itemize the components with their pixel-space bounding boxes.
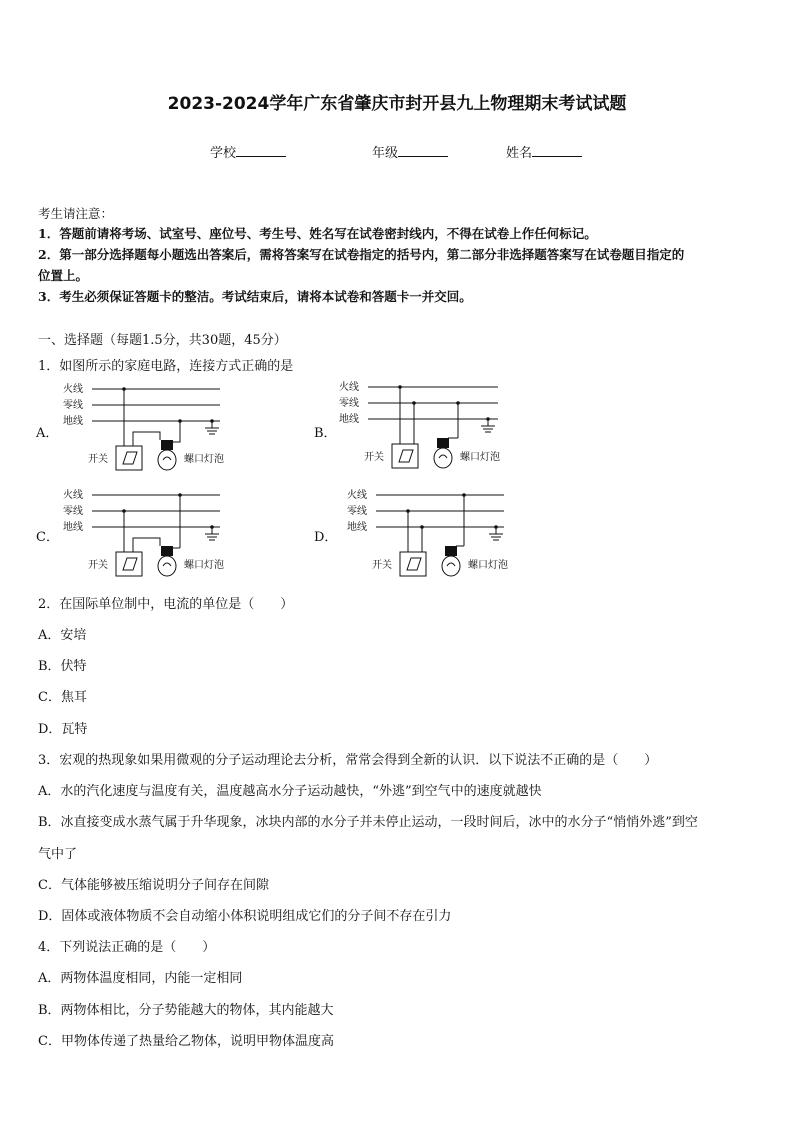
live-wire-label: 火线 [63, 384, 83, 395]
bulb-icon [434, 448, 452, 468]
q3-option-a: A．水的汽化速度与温度有关，温度越高水分子运动越快，“外逃”到空气中的速度就越快 [38, 784, 542, 799]
q2-option-a: A．安培 [38, 628, 87, 643]
switch-box [400, 552, 426, 576]
page-title: 2023-2024学年广东省肇庆市封开县九上物理期末考试试题 [167, 94, 627, 114]
question-4-stem: 4．下列说法正确的是（ ） [38, 940, 216, 955]
question-3-stem: 3．宏观的热现象如果用微观的分子运动理论去分析，常常会得到全新的认识．以下说法不正确的是（ ） [38, 753, 658, 768]
q3-option-c: C．气体能够被压缩说明分子间存在间隙 [38, 878, 269, 893]
q4-option-c: C．甲物体传递了热量给乙物体，说明甲物体温度高 [38, 1034, 334, 1049]
circuit-diagram-b [336, 378, 516, 470]
circuit-diagram-a [60, 380, 240, 472]
switch-label: 开关 [372, 560, 392, 571]
circuit-diagram-d [344, 486, 524, 578]
switch-box [392, 444, 418, 468]
grade-label: 年级 [372, 146, 399, 161]
bulb-icon [158, 556, 176, 576]
q1-option-d-label: D． [314, 530, 338, 545]
q3-option-b-cont: 气中了 [38, 847, 78, 862]
switch-label: 开关 [88, 454, 108, 465]
notice-item-2: 2．第一部分选择题每小题选出答案后，需将答案写在试卷指定的括号内，第二部分非选择题答案写在试卷题目指定的 [38, 247, 685, 262]
bulb-label: 螺口灯泡 [184, 560, 224, 571]
notice-heading: 考生请注意： [38, 206, 114, 221]
live-wire-label: 火线 [347, 490, 367, 501]
bulb-label: 螺口灯泡 [184, 454, 224, 465]
name-field [506, 142, 582, 161]
school-field [210, 142, 286, 161]
q2-option-c: C．焦耳 [38, 690, 87, 705]
q1-option-c-label: C． [36, 530, 59, 545]
switch-box [116, 446, 142, 470]
neutral-wire-label: 零线 [63, 506, 83, 517]
live-wire-label: 火线 [63, 490, 83, 501]
q3-option-d: D．固体或液体物质不会自动缩小体积说明组成它们的分子间不存在引力 [38, 909, 452, 924]
q2-option-b: B．伏特 [38, 659, 87, 674]
grade-blank [398, 145, 448, 157]
switch-box [116, 552, 142, 576]
circuit-diagram-c [60, 486, 240, 578]
switch-label: 开关 [364, 452, 384, 463]
name-blank [532, 145, 582, 157]
live-wire-label: 火线 [339, 382, 359, 393]
question-2-stem: 2．在国际单位制中，电流的单位是（ ） [38, 597, 294, 612]
ground-wire-label: 地线 [339, 414, 359, 425]
ground-wire-label: 地线 [347, 522, 367, 533]
neutral-wire-label: 零线 [339, 398, 359, 409]
q1-option-a-label: A． [36, 426, 59, 441]
q3-option-b: B．冰直接变成水蒸气属于升华现象，冰块内部的水分子并未停止运动，一段时间后，冰中的水分子“悄悄外逃”到空 [38, 815, 698, 830]
neutral-wire-label: 零线 [63, 400, 83, 411]
name-label: 姓名 [506, 146, 533, 161]
q1-option-b-label: B． [314, 426, 337, 441]
notice-item-3: 3．考生必须保证答题卡的整洁。考试结束后，请将本试卷和答题卡一并交回。 [38, 289, 472, 304]
notice-item-2-cont: 位置上。 [38, 268, 89, 283]
bulb-icon [442, 556, 460, 576]
grade-field [372, 142, 448, 161]
school-label: 学校 [210, 146, 237, 161]
neutral-wire-label: 零线 [347, 506, 367, 517]
q2-option-d: D．瓦特 [38, 722, 88, 737]
switch-label: 开关 [88, 560, 108, 571]
bulb-icon [158, 450, 176, 470]
section-title: 一、选择题（每题1.5分，共30题，45分） [38, 333, 287, 348]
ground-wire-label: 地线 [63, 416, 83, 427]
notice-item-1: 1．答题前请将考场、试室号、座位号、考生号、姓名写在试卷密封线内，不得在试卷上作任何标记。 [38, 226, 597, 241]
ground-wire-label: 地线 [63, 522, 83, 533]
question-1-stem: 1．如图所示的家庭电路，连接方式正确的是 [38, 359, 294, 374]
q4-option-a: A．两物体温度相同，内能一定相同 [38, 971, 243, 986]
school-blank [236, 145, 286, 157]
bulb-label: 螺口灯泡 [468, 560, 508, 571]
bulb-label: 螺口灯泡 [460, 452, 500, 463]
q4-option-b: B．两物体相比，分子势能越大的物体，其内能越大 [38, 1003, 334, 1018]
